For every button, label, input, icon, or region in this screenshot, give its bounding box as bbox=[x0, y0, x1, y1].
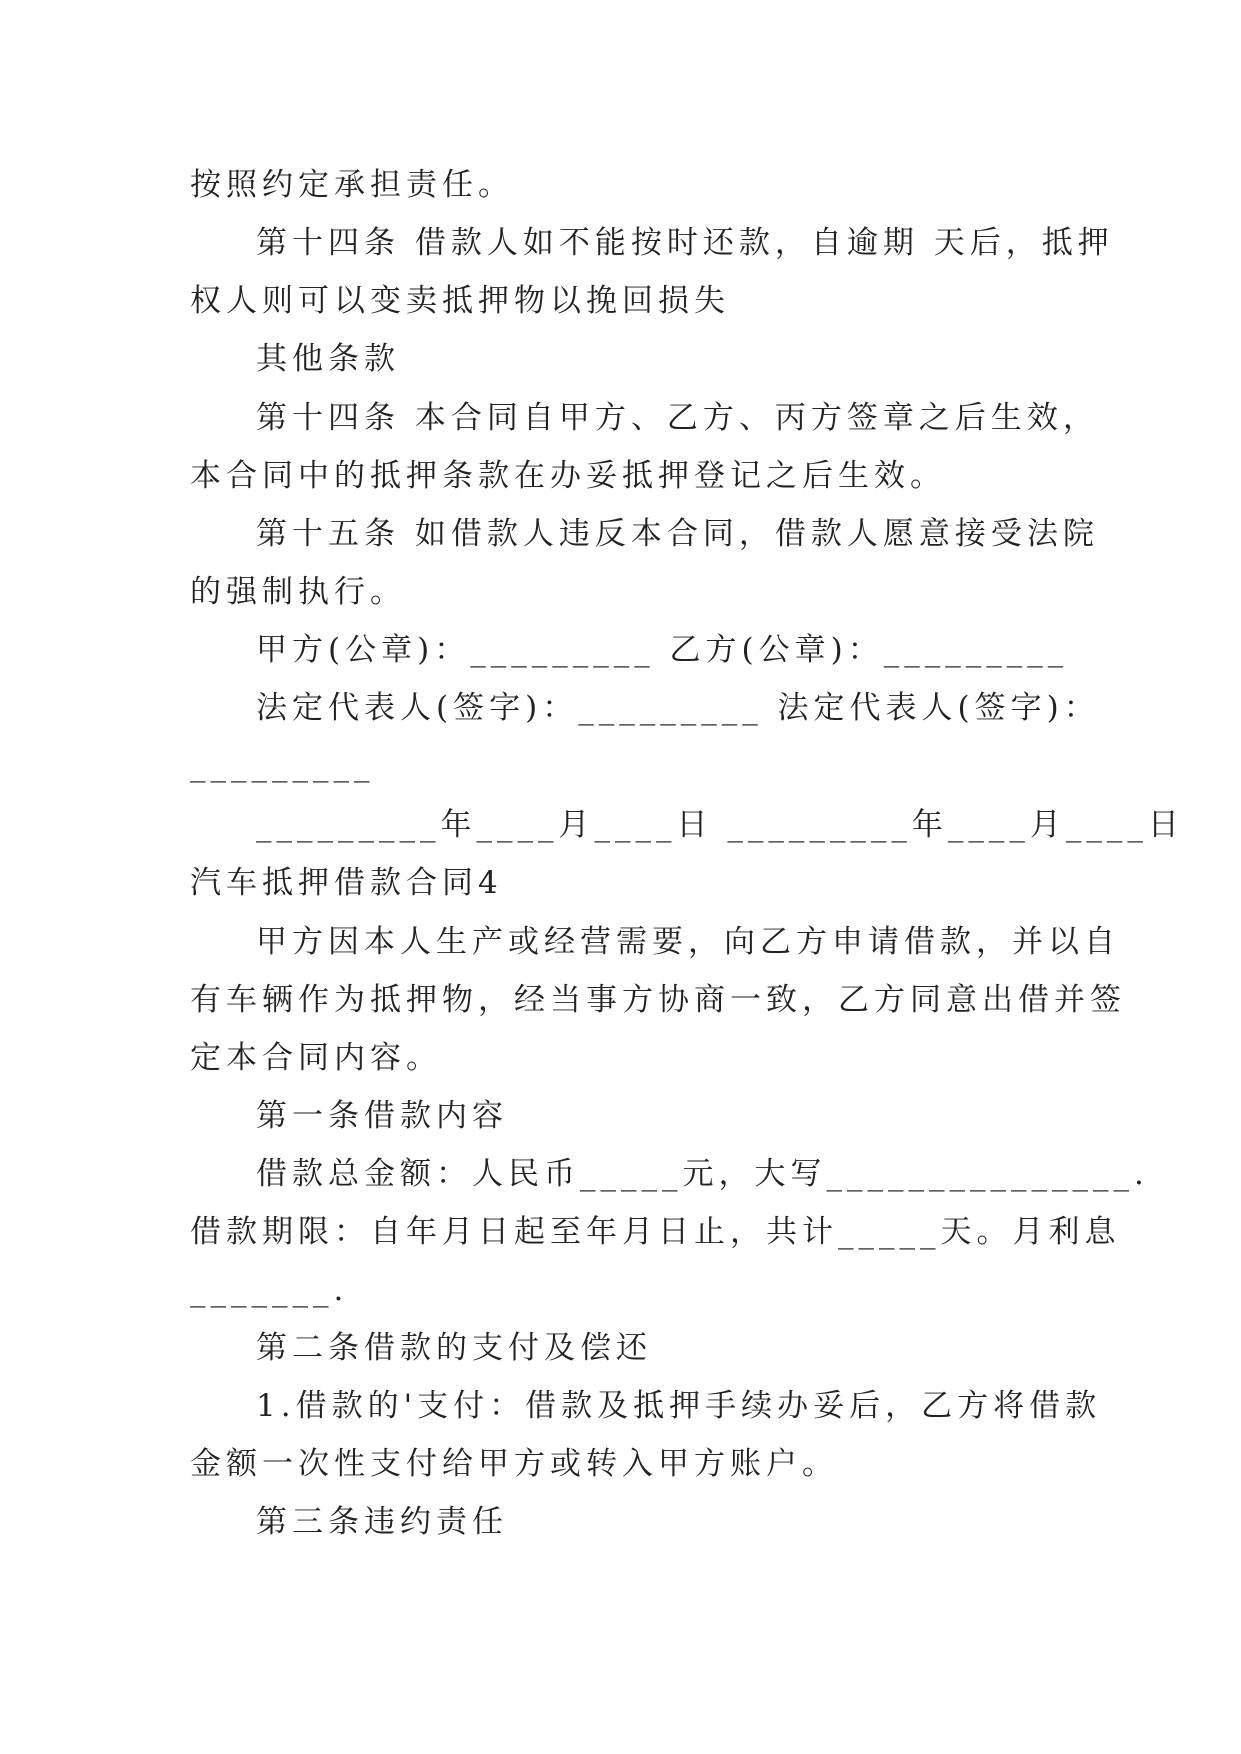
text-line: 金额一次性支付给甲方或转入甲方账户。 bbox=[190, 1446, 838, 1482]
section-heading: 其他条款 bbox=[256, 341, 400, 377]
text-line: _______. bbox=[190, 1272, 349, 1308]
signature-blank: _________ bbox=[190, 747, 375, 783]
text-line: 的强制执行。 bbox=[190, 574, 406, 610]
text-line: 定本合同内容。 bbox=[190, 1040, 442, 1076]
section-heading: 第二条借款的支付及偿还 bbox=[256, 1330, 652, 1366]
signature-line-seal: 甲方(公章)：_________ 乙方(公章)：_________ bbox=[256, 632, 1069, 668]
text-line: 权人则可以变卖抵押物以挽回损失 bbox=[190, 283, 730, 319]
text-line: 按照约定承担责任。 bbox=[190, 167, 514, 203]
text-line: 甲方因本人生产或经营需要，向乙方申请借款，并以自 bbox=[256, 924, 1120, 960]
text-line: 借款总金额：人民币_____元，大写_______________. bbox=[256, 1156, 1149, 1192]
text-line: 借款期限：自年月日起至年月日止，共计_____天。月利息 bbox=[190, 1214, 1121, 1250]
text-line: 第十四条 借款人如不能按时还款，自逾期 天后，抵押 bbox=[256, 225, 1114, 261]
text-line: 1.借款的'支付：借款及抵押手续办妥后，乙方将借款 bbox=[256, 1388, 1102, 1424]
text-line: 有车辆作为抵押物，经当事方协商一致，乙方同意出借并签 bbox=[190, 982, 1126, 1018]
date-line: _________年____月____日 _________年____月____日 bbox=[256, 807, 1184, 843]
text-line: 第十五条 如借款人违反本合同，借款人愿意接受法院 bbox=[256, 516, 1099, 552]
text-line: 本合同中的抵押条款在办妥抵押登记之后生效。 bbox=[190, 458, 946, 494]
text-line: 第十四条 本合同自甲方、乙方、丙方签章之后生效， bbox=[256, 400, 1099, 436]
section-heading: 第一条借款内容 bbox=[256, 1098, 508, 1134]
signature-line-representative: 法定代表人(签字)：_________ 法定代表人(签字)： bbox=[256, 690, 1100, 726]
section-heading: 第三条违约责任 bbox=[256, 1504, 508, 1540]
contract-title: 汽车抵押借款合同4 bbox=[190, 865, 503, 901]
